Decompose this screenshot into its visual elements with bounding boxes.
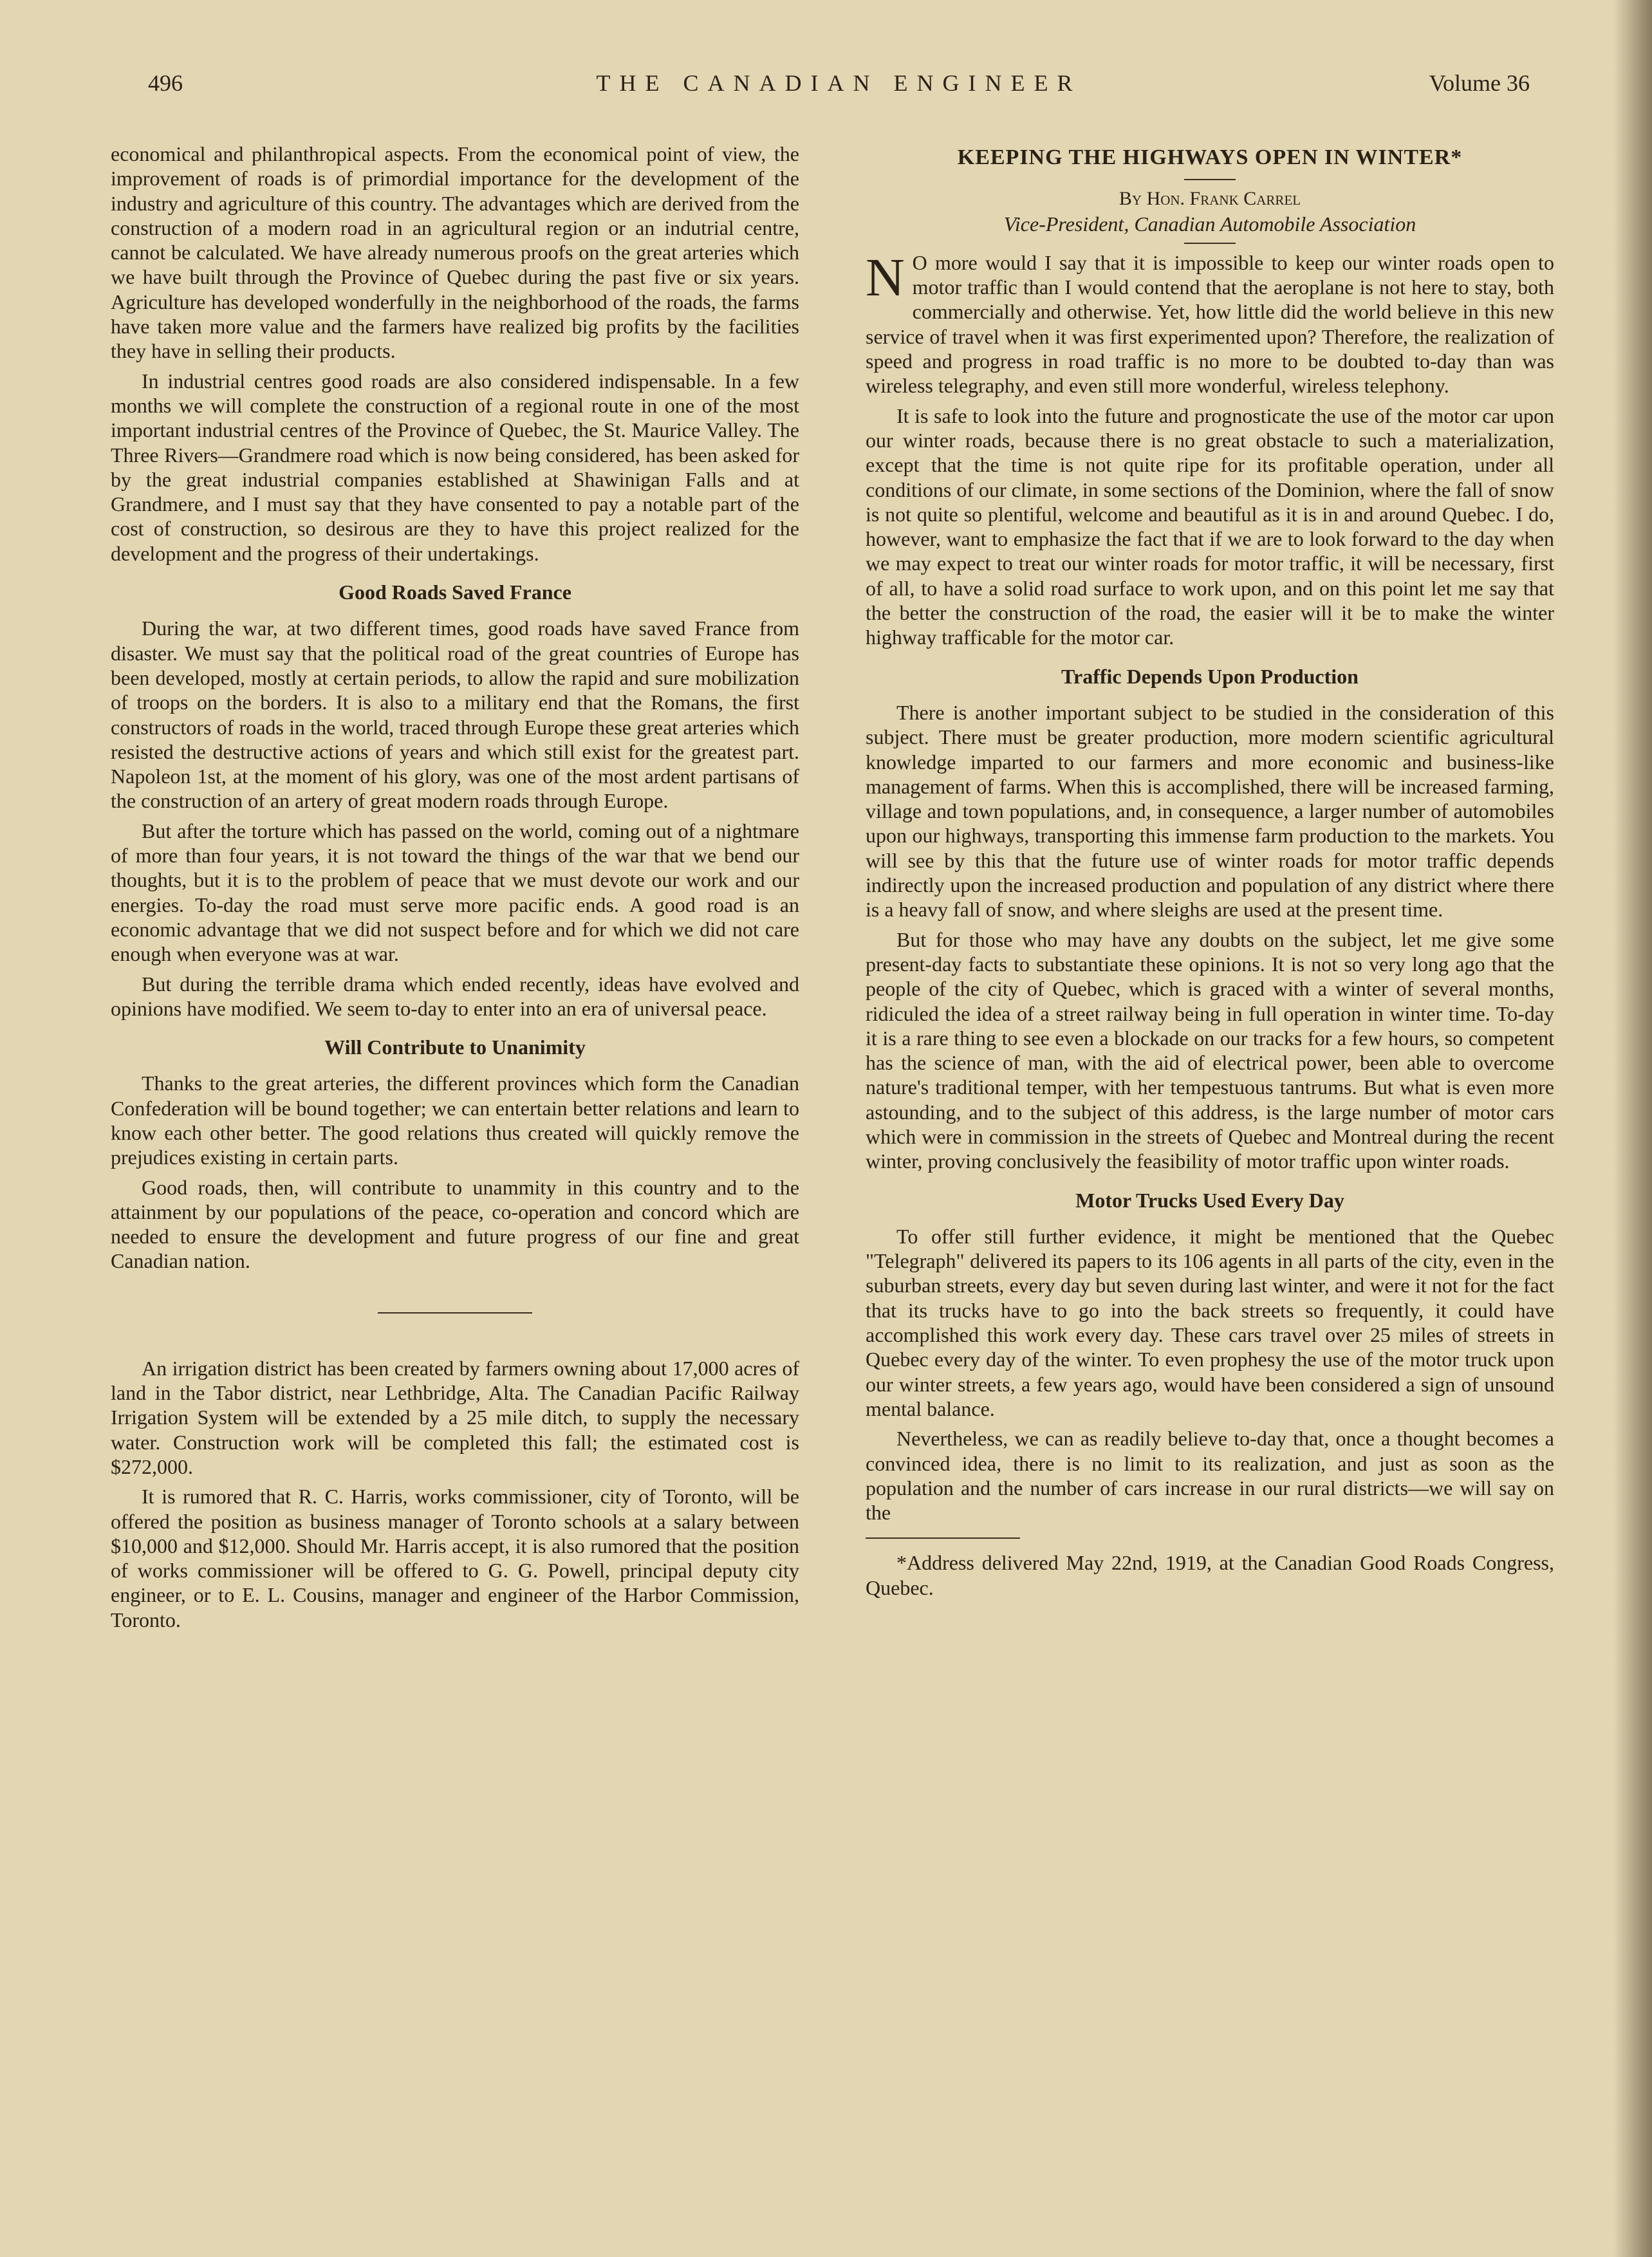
section-heading: Good Roads Saved France (339, 581, 571, 604)
paragraph: economical and philanthropical aspects. From the economical point of view, the improvement of roads is of primordial importance for the development of the industry and agriculture of this country. The advantages which are derived from the construction of a modern road in an agricultural region or an indutrial centre, cannot be calculated. We have already numerous proofs on the great arteries which we have built through the Province of Quebec during the past five or six years. Agriculture has developed wonderfully in the neighborhood of the roads, the farms have taken more value and the farmers have realized big profits by the facilities they have in selling their products. (111, 142, 799, 363)
section-divider (378, 1312, 532, 1314)
paragraph: Nevertheless, we can as readily believe to-day that, once a thought becomes a convinced idea, there is no limit to its realization, and just as soon as the population and the number of cars increase in our rural districts—we will say on the (866, 1427, 1554, 1525)
left-column (111, 142, 799, 1637)
author-affiliation: Vice-President, Canadian Automobile Association (1003, 212, 1416, 236)
footnote: *Address delivered May 22nd, 1919, at the Canadian Good Roads Congress, Quebec. (866, 1551, 1554, 1599)
byline (866, 187, 1554, 211)
paragraph: In industrial centres good roads are also considered indispensable. In a few months we will complete the construction of a regional route in one of the most important industrial centres of the Province of Quebec, the St. Maurice Valley. The Three Rivers—Grandmere road which is now being considered, has been asked for by the great industrial companies established at Shawinigan Falls and at Grandmere, and I must say that they have consented to pay a notable part of the cost of construction, so desirous are they to have this project realized for the development and the progress of their undertakings. (111, 369, 799, 565)
drop-cap: N (866, 247, 905, 308)
page-edge-shadow (1613, 0, 1652, 2257)
paragraph: Good roads, then, will contribute to unammity in this country and to the attainment by our populations of the peace, co-operation and concord which are needed to ensure the development and future progress of our fine and great Canadian nation. (111, 1175, 799, 1273)
running-header (148, 70, 1530, 108)
paragraph: There is another important subject to be studied in the consideration of this subject. There must be greater production, more modern scientific agricultural knowledge imparted to our farmers and more economic and business-like management of farms. When this is accomplished, there will be increased farming, village and town populations, and, in consequence, a larger number of automobiles upon our highways, transporting this immense farm production to the markets. You will see by this that the future use of winter roads for motor traffic depends indirectly upon the increased production and population of any district where there is a heavy fall of snow, and where sleighs are used at the present time. (866, 700, 1554, 922)
volume-label: Volume 36 (1429, 70, 1530, 96)
paragraph: But for those who may have any doubts on the subject, let me give some present-day facts to substantiate these opinions. It is not so very long ago that the people of the city of Quebec, which is graced with a winter of several months, ridiculed the idea of a street railway being in full operation in winter time. To-day it is a rare thing to see even a blockade on our tracks for a few hours, so competent has the science of man, with the aid of electrical power, been able to overcome nature's traditional temper, with her tempestuous tantrums. But what is even more astounding, and to the subject of this address, is the large number of motor cars which were in commission in the streets of Quebec and Montreal during the recent winter, proving conclusively the feasibility of motor traffic upon winter roads. (866, 927, 1554, 1173)
paragraph: Thanks to the great arteries, the different provinces which form the Canadian Confederation will be bound together; we can entertain better relations and learn to know each other better. The good relations thus created will quickly remove the prejudices existing in certain parts. (111, 1072, 799, 1169)
paragraph: But after the torture which has passed on the world, coming out of a nightmare of more than four years, it is not toward the things of the war that we bend our thoughts, but it is to the problem of peace that we must devote our work and our energies. To-day the road must serve more pacific ends. A good road is an economic advantage that we did not suspect before and for which we did not care enough when everyone was at war. (111, 819, 799, 966)
article-title: KEEPING THE HIGHWAYS OPEN IN WINTER* (957, 145, 1463, 169)
section-heading: Will Contribute to Unanimity (324, 1036, 586, 1059)
paragraph-text: O more would I say that it is impossible to keep our winter roads open to motor traffic than I would contend that the aeroplane is not here to stay, both commercially and otherwise. Yet, how little did the world believe in this new service of travel when it was first experimented upon? Therefore, the realization of speed and progress in road traffic is no more to be doubted to-day than was wireless telegraphy, and even still more wonderful, wireless telephony. (866, 250, 1554, 398)
section-heading: Motor Trucks Used Every Day (1075, 1188, 1344, 1212)
news-item: It is rumored that R. C. Harris, works commissioner, city of Toronto, will be offered the position as business manager of Toronto schools at a salary between $10,000 and $12,000. Should Mr. Harris accept, it is also rumored that the position of works commissioner will be offered to G. G. Powell, principal deputy city engineer, or to E. L. Cousins, manager and engineer of the Harbor Commission, Toronto. (111, 1485, 799, 1631)
paragraph: It is safe to look into the future and prognosticate the use of the motor car upon our winter roads, because there is no great obstacle to such a materialization, except that the time is not quite ripe for its profitable operation, under all conditions of our climate, in some sections of the Dominion, where the fall of snow is not quite so plentiful, welcome and beautiful as it is in and around Quebec. I do, however, want to emphasize the fact that if we are to look forward to the day when we may expect to treat our winter roads for motor traffic, it will be necessary, first of all, to have a solid road surface to work upon, and on this point let me say that the better the construction of the road, the easier will it be to make the winter highway trafficable for the motor car. (866, 404, 1554, 649)
journal-title: THE CANADIAN ENGINEER (596, 70, 1082, 96)
page-number: 496 (148, 70, 183, 96)
paragraph (866, 247, 1554, 398)
byline-text: By Hon. Frank Carrel (1118, 188, 1301, 210)
paragraph: To offer still further evidence, it might be mentioned that the Quebec "Telegraph" delivered its papers to its 106 agents in all parts of the city, even in the suburban streets, every day but seven during last winter, and were it not for the fact that its trucks have to go into the back streets so frequently, it could have accomplished this work every day. These cars travel over 25 miles of streets in Quebec every day of the winter. To even prophesy the use of the motor truck upon our winter streets, a few years ago, would have been considered a sign of unsound mental balance. (866, 1224, 1554, 1420)
title-rule (1184, 179, 1236, 180)
byline-rule (1184, 243, 1236, 244)
section-heading: Traffic Depends Upon Production (1061, 664, 1359, 688)
paragraph: During the war, at two different times, good roads have saved France from disaster. We must say that the political road of the great countries of Europe has been developed, mostly at certain periods, to allow the rapid and sure mobilization of troops on the borders. It is also to a military end that the Romans, the first constructors of roads in the world, traced through Europe these great arteries which resisted the destructive actions of years and which still exist for the greatest part. Napoleon 1st, at the moment of his glory, was one of the most ardent partisans of the construction of an artery of great modern roads through Europe. (111, 617, 799, 813)
footnote-rule (866, 1537, 1020, 1539)
news-item: An irrigation district has been created by farmers owning about 17,000 acres of land in the Tabor district, near Lethbridge, Alta. The Canadian Pacific Railway Irrigation System will be extended by a 25 mile ditch, to supply the necessary water. Construction work will be completed this fall; the estimated cost is $272,000. (111, 1356, 799, 1478)
right-column (866, 142, 1554, 1605)
paragraph: But during the terrible drama which ended recently, ideas have evolved and opinions have modified. We seem to-day to enter into an era of universal peace. (111, 972, 799, 1020)
